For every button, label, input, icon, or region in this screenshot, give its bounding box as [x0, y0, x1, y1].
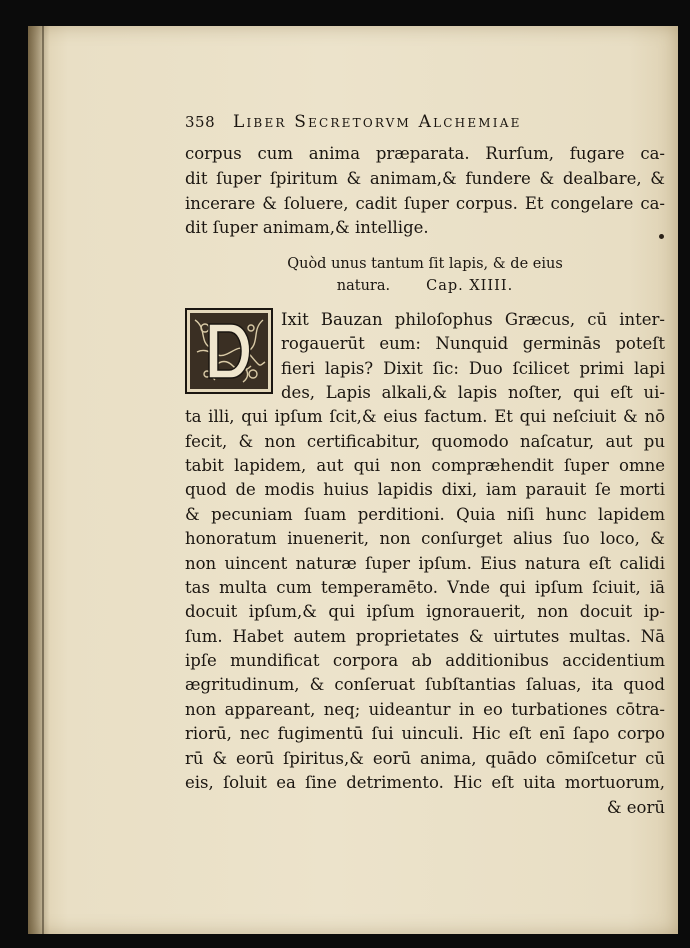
text-line: honoratum inuenerit, non conſurget alius ſuo loco, & [185, 529, 665, 548]
gutter-edge [42, 26, 44, 934]
ink-speck [659, 234, 664, 239]
text-line: non uincent naturæ ſuper ipſum. Eius natura eſt calidi [185, 554, 665, 573]
text-line: ipſe mundificat corpora ab additionibus accidentium [185, 651, 665, 670]
text-line: quod de modis huius lapidis dixi, iam parauit ſe morti [185, 480, 665, 499]
text-line: dit ſuper ſpiritum & animam,& fundere & dealbare, & [185, 169, 665, 188]
text-line: eis, ſoluit ea ſine detrimento. Hic eſt uita mortuorum, [185, 773, 665, 792]
text-line: tas multa cum temperamēto. Vnde qui ipſum ſciuit, iā [185, 578, 665, 597]
text-line: non appareant, neq; uideantur in eo turbationes cōtra- [185, 700, 665, 719]
text-line: corpus cum anima præparata. Rurſum, fugare ca- [185, 144, 665, 163]
text-line: des, Lapis alkali,& lapis noſter, qui eſt ui- [281, 383, 665, 402]
chapter-number: Cap. XIIII. [426, 278, 514, 294]
text-line: Ixit Bauzan philoſophus Græcus, cū inter- [281, 310, 665, 329]
text-line: fecit, & non certificabitur, quomodo naſcatur, aut pu [185, 432, 665, 451]
text-line: tabit lapidem, aut qui non compræhendit ſuper omne [185, 456, 665, 475]
text-line: dit ſuper animam,& intellige. [185, 218, 429, 237]
catchword: & eorū [606, 798, 665, 817]
text-line: ſum. Habet autem proprietates & uirtutes multas. Nā [185, 627, 665, 646]
gutter-shadow [28, 26, 50, 934]
text-line: riorū, nec fugimentū ſui uinculi. Hic eſt enī ſapo corpo [185, 724, 665, 743]
chapter-heading-word: natura. [336, 278, 391, 294]
text-line: fieri lapis? Dixit ſic: Duo ſcilicet primi lapi [281, 359, 665, 378]
running-title: Liber Secretorvm Alchemiae [233, 112, 522, 132]
page-number: 358 [185, 113, 216, 131]
text-line: incerare & ſoluere, cadit ſuper corpus. Et congelare ca- [185, 194, 665, 213]
running-head [185, 112, 665, 136]
chapter-heading-line-2 [185, 275, 665, 297]
text-line: docuit ipſum,& qui ipſum ignorauerit, non docuit ip- [185, 602, 665, 621]
text-line: ta illi, qui ipſum ſcit,& eius factum. Et qui neſciuit & nō [185, 407, 665, 426]
chapter-heading-line-1: Quòd unus tantum ſit lapis, & de eius [287, 256, 563, 272]
book-page [28, 26, 678, 934]
text-line: rogauerūt eum: Nunquid germinās poteſt [281, 334, 665, 353]
text-line: & pecuniam ſuam perditioni. Quia niſi hunc lapidem [185, 505, 665, 524]
decorated-initial-icon [185, 308, 273, 394]
text-line: rū & eorū ſpiritus,& eorū anima, quādo cōmiſcetur cū [185, 749, 665, 768]
decorated-initial [185, 308, 273, 394]
decorated-initial-letter [273, 308, 274, 309]
text-line: ægritudinum, & conſeruat ſubſtantias ſaluas, ita quod [185, 675, 665, 694]
